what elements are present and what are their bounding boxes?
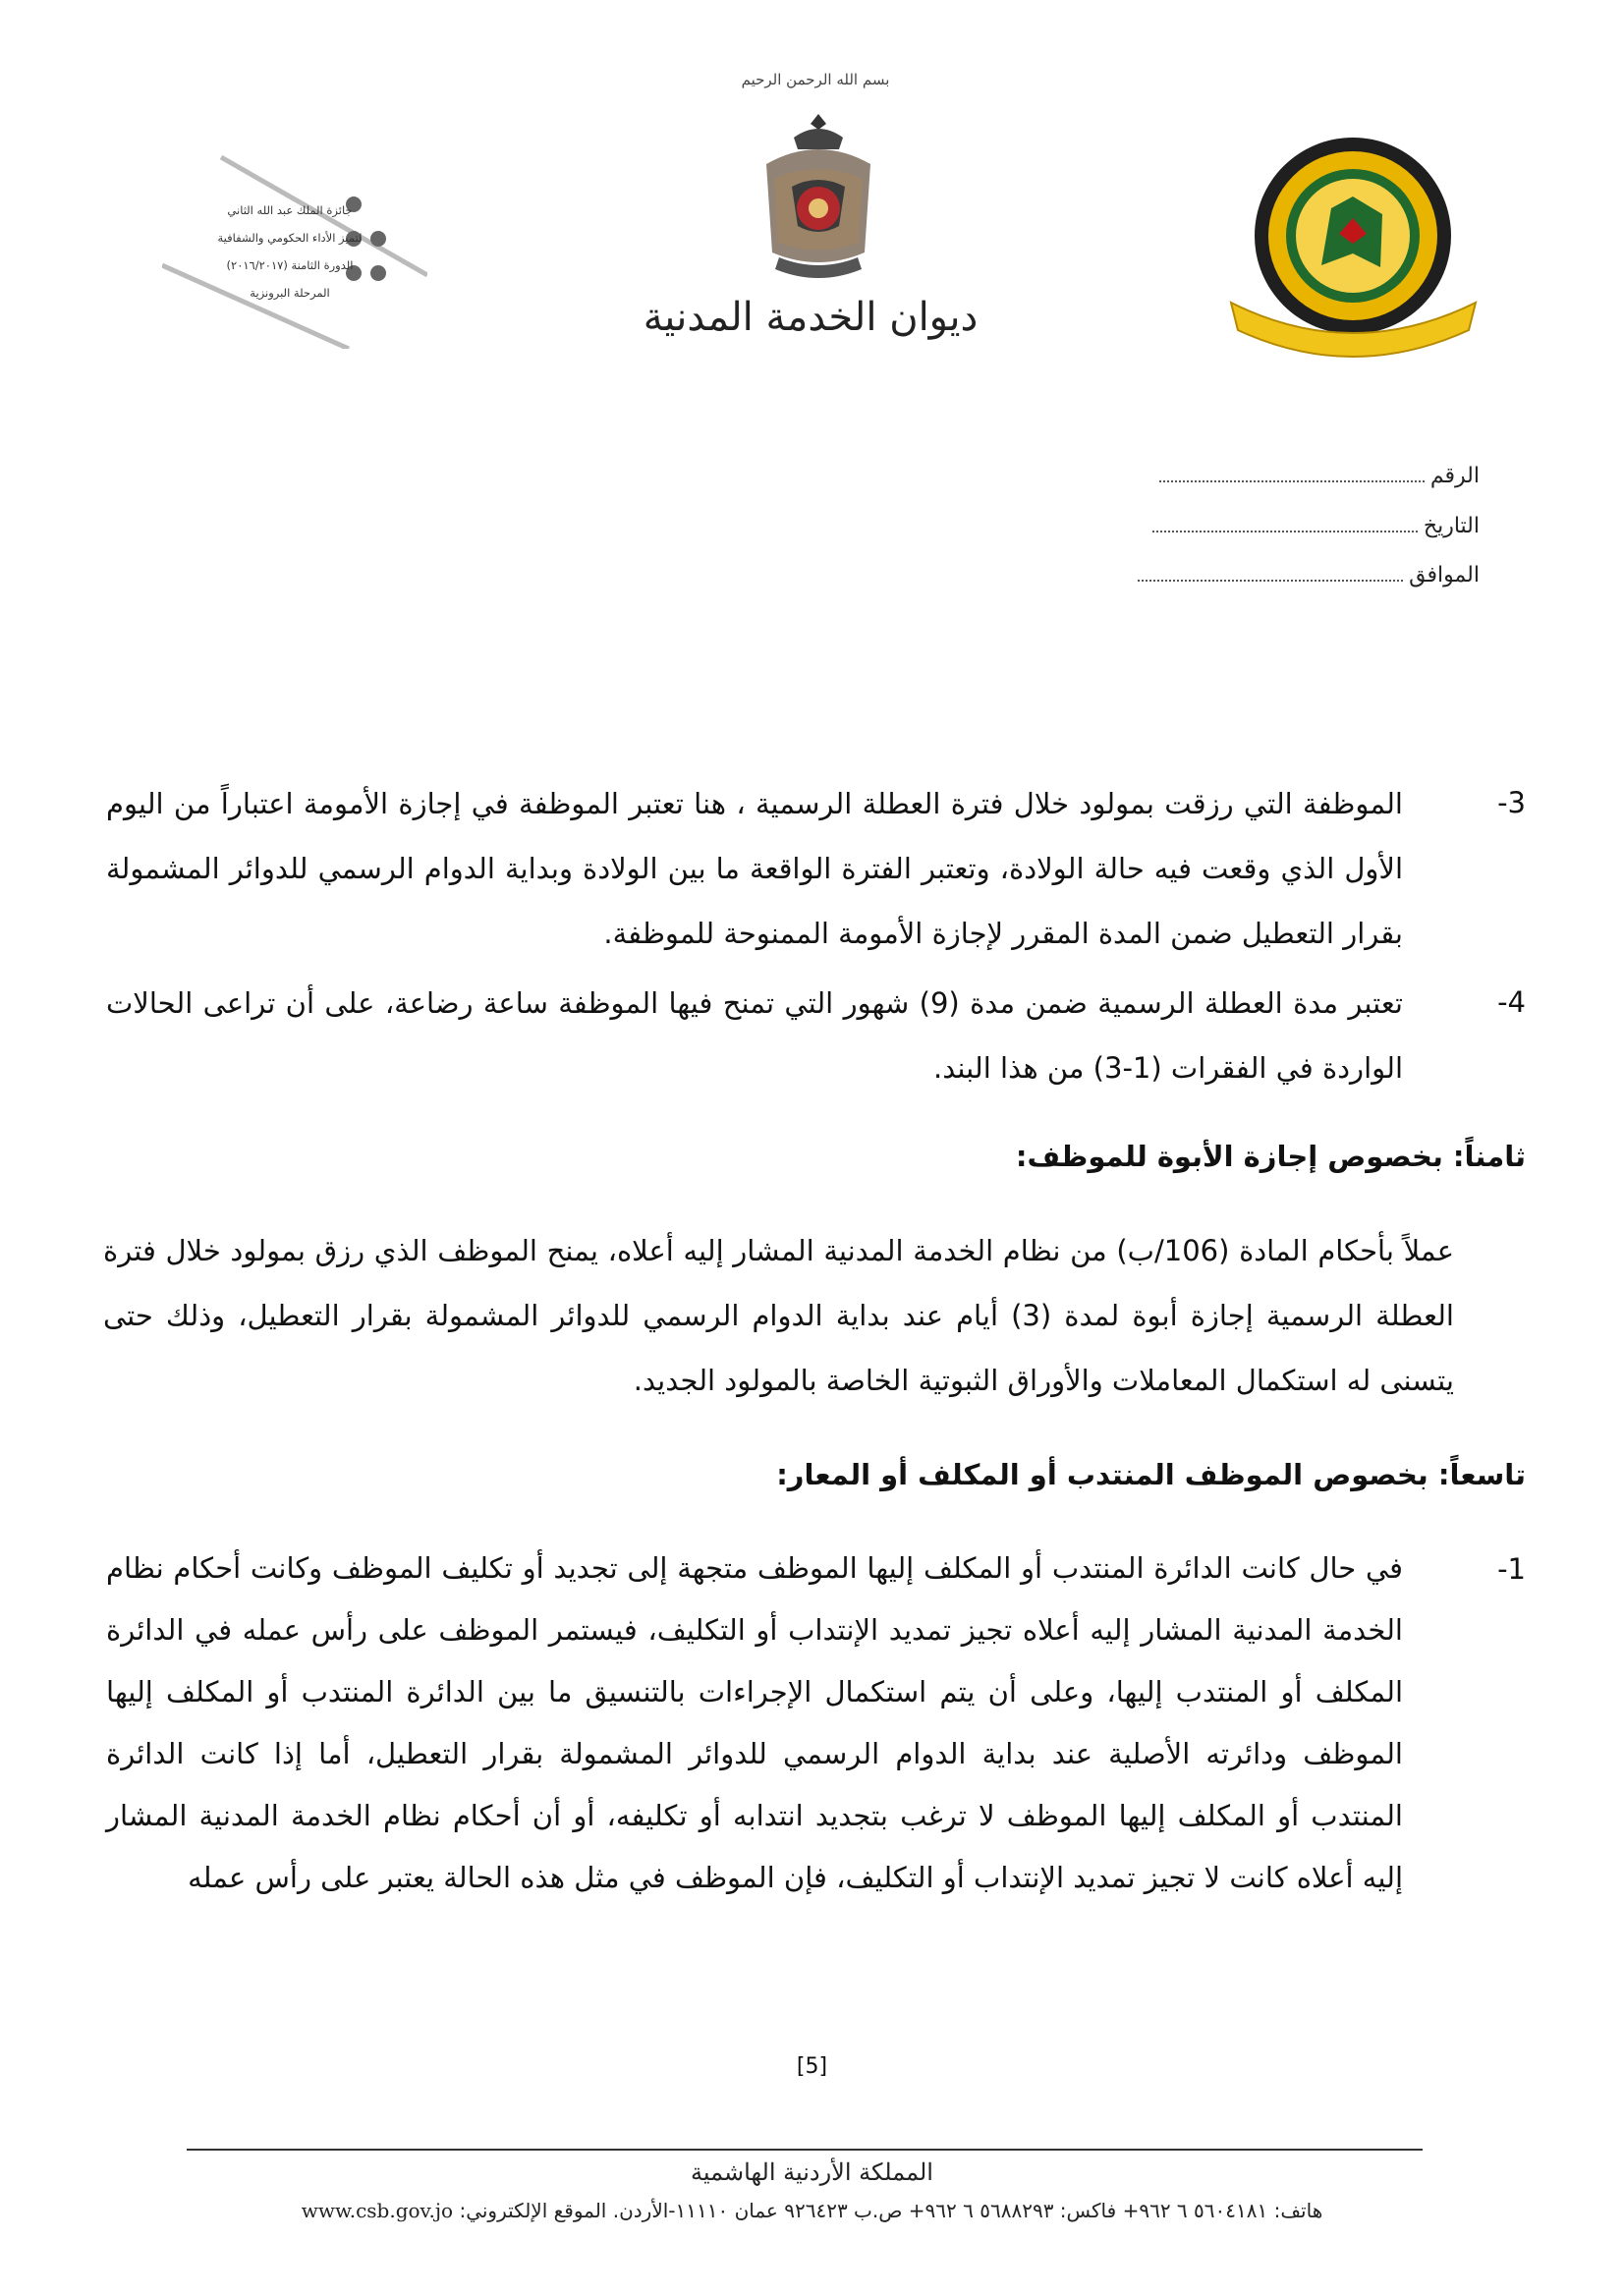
award-line: جائزة الملك عبد الله الثاني (227, 203, 353, 217)
award-text (201, 196, 378, 307)
ref-date-label: التاريخ (1423, 514, 1480, 538)
item-4-text: تعتبر مدة العطلة الرسمية ضمن مدة (9) شهور التي تمنح فيها الموظفة ساعة رضاعة، على أن تراعى الحالات الواردة في الفقرات (1-3) من هذا البند. (106, 986, 1403, 1085)
basmala: بسم الله الرحمن الرحيم (741, 71, 890, 88)
ref-number-dots (1159, 471, 1425, 482)
award-line: الدورة الثامنة (٢٠١٦/٢٠١٧) (226, 258, 354, 272)
page-number: [5] (796, 2054, 828, 2079)
item-number: -4 (1497, 985, 1526, 1019)
section-9-heading: تاسعاً: بخصوص الموظف المنتدب أو المكلف أو المعار: (776, 1458, 1526, 1491)
footer-contact-text: هاتف: ٥٦٠٤١٨١ ٦ ٩٦٢+ فاكس: ٥٦٨٨٢٩٣ ٦ ٩٦٢+ ص.ب ٩٢٦٤٢٣ عمان ١١١١٠-الأردن. الموقع الإلكتروني: (459, 2199, 1323, 2222)
section-8-heading: ثامناً: بخصوص إجازة الأبوة للموظف: (1015, 1140, 1526, 1173)
item-3-text: الموظفة التي رزقت بمولود خلال فترة العطلة الرسمية ، هنا تعتبر الموظفة في إجازة الأمومة اعتباراً من اليوم الأول الذي وقعت فيه حالة الولادة، وتعتبر الفترة الواقعة ما بين الولادة وبداية الدوام الرسمي للدوائر المشمولة بقرار التعطيل ضمن المدة المقرر لإجازة الأمومة الممنوحة للموظفة. (106, 787, 1403, 950)
footer-contact (0, 2199, 1624, 2222)
ref-corresponding-field (1138, 563, 1480, 588)
section-8-text: عملاً بأحكام المادة (106/ب) من نظام الخدمة المدنية المشار إليه أعلاه، يمنح الموظف الذي رزق بمولود خلال فترة العطلة الرسمية إجازة أبوة لمدة (3) أيام عند بداية الدوام الرسمي للدوائر المشمولة بقرار التعطيل، وذلك حتى يتسنى له استكمال المعاملات والأوراق الثبوتية الخاصة بالمولود الجديد. (103, 1234, 1454, 1397)
ref-number-label: الرقم (1429, 464, 1480, 488)
footer-country: المملكة الأردنية الهاشمية (691, 2158, 933, 2186)
item-9-1-text: في حال كانت الدائرة المنتدب أو المكلف إليها الموظف متجهة إلى تجديد أو تكليف الموظف وكانت أحكام نظام الخدمة المدنية المشار إليه أعلاه تجيز تمديد الإنتداب أو التكليف، فيستمر الموظف على رأس عمله في الدائرة المكلف أو المنتدب إليها، وعلى أن يتم استكمال الإجراءات بالتنسيق ما بين الدائرة المنتدب أو المكلف إليها الموظف ودائرته الأصلية عند بداية الدوام الرسمي للدوائر المشمولة بقرار التعطيل، أما إذا كانت الدائرة المنتدب أو المكلف إليها الموظف لا ترغب بتجديد انتدابه أو تكليفه، أو أن أحكام نظام الخدمة المدنية المشار إليه أعلاه كانت لا تجيز تمديد الإنتداب أو التكليف، فإن الموظف في مثل هذه الحالة يعتبر على رأس عمله (106, 1551, 1403, 1894)
ref-number-field (1159, 464, 1480, 488)
award-line: لتميز الأداء الحكومي والشفافية (217, 231, 363, 245)
award-line: المرحلة البرونزية (250, 286, 330, 300)
jordan-coat-of-arms-icon (745, 110, 892, 282)
item-number: -1 (1497, 1552, 1526, 1586)
bureau-title: ديوان الخدمة المدنية (643, 295, 979, 340)
ref-date-dots (1152, 521, 1418, 532)
ref-corresponding-dots (1138, 570, 1403, 582)
ref-date-field (1152, 514, 1480, 538)
item-number: -3 (1497, 786, 1526, 819)
civil-service-bureau-logo (1223, 138, 1484, 359)
footer-divider (187, 2149, 1423, 2151)
ref-corresponding-label: الموافق (1409, 563, 1480, 588)
footer-website-link[interactable]: www.csb.gov.jo (301, 2199, 454, 2222)
